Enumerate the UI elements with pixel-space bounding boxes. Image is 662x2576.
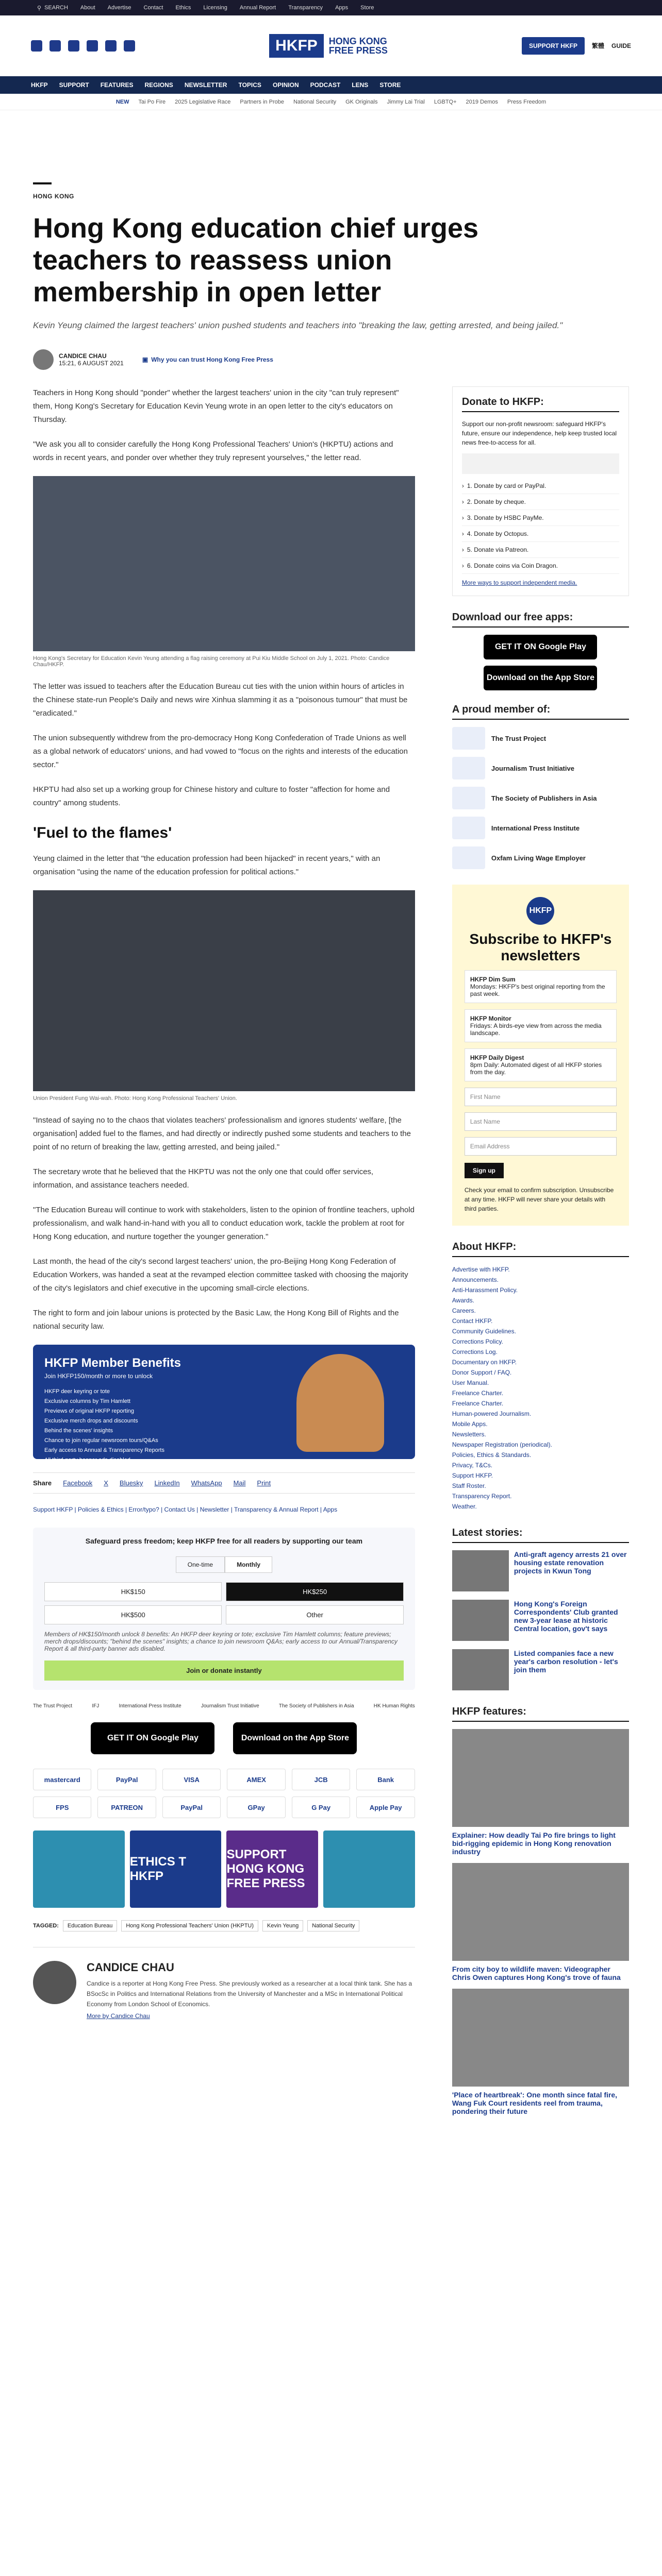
- kicker-accent: [33, 182, 52, 184]
- about-link[interactable]: Anti-Harassment Policy.: [452, 1286, 518, 1294]
- about-link[interactable]: Privacy, T&Cs.: [452, 1462, 493, 1469]
- member-logo[interactable]: International Press Institute: [452, 817, 629, 839]
- story-thumbnail: [452, 1550, 509, 1591]
- about-link[interactable]: Contact HKFP.: [452, 1317, 493, 1325]
- trust-icon: ▣: [142, 356, 148, 363]
- tag-list: TAGGED: Education Bureau Hong Kong Professional Teachers' Union (HKPTU) Kevin Yeung National Security: [33, 1920, 415, 1931]
- tag[interactable]: Kevin Yeung: [262, 1920, 303, 1931]
- one-time-tab[interactable]: One-time: [176, 1556, 225, 1573]
- latest-heading: Latest stories:: [452, 1527, 629, 1543]
- telegram-icon[interactable]: [124, 40, 135, 52]
- donate-option[interactable]: › 3. Donate by HSBC PayMe.: [462, 510, 619, 526]
- payment-logo[interactable]: PATREON: [97, 1797, 156, 1818]
- sidebar-google-play[interactable]: GET IT ON Google Play: [484, 635, 597, 659]
- trending-link[interactable]: 2019 Demos: [466, 98, 498, 105]
- section-heading: 'Fuel to the flames': [33, 824, 172, 841]
- amount-option[interactable]: HK$250: [226, 1582, 403, 1601]
- feature-image: [452, 1989, 629, 2087]
- about-link[interactable]: Weather.: [452, 1503, 477, 1510]
- about-heading: About HKFP:: [452, 1241, 629, 1257]
- paragraph: Yeung claimed in the letter that "the education profession had been hijacked" in recent years," with an organisation "using the name of the education profession for political actions.": [33, 854, 380, 876]
- facebook-icon[interactable]: [31, 40, 42, 52]
- donate-text: Support our non-profit newsroom: safeguard HKFP's future, ensure our independence, help keep trusted local news free-to-access for all.: [461, 420, 617, 446]
- app-store-button[interactable]: Download on the App Store: [233, 1722, 357, 1754]
- topbar-link[interactable]: Store: [360, 5, 374, 11]
- about-list: [452, 1264, 629, 1512]
- member-heading: A proud member of:: [452, 704, 629, 720]
- first-name-field[interactable]: First Name: [465, 1088, 617, 1106]
- donate-option[interactable]: › 2. Donate by cheque.: [462, 494, 619, 510]
- nav-item[interactable]: SUPPORT: [59, 81, 89, 89]
- main-nav: [0, 76, 662, 94]
- nav-item[interactable]: FEATURES: [100, 81, 134, 89]
- benefit-item: All third-party banner ads disabled: [44, 1457, 130, 1463]
- topbar-link[interactable]: Annual Report: [239, 5, 276, 11]
- share-linkedin[interactable]: LinkedIn: [154, 1479, 180, 1487]
- about-link[interactable]: User Manual.: [452, 1379, 489, 1386]
- about-link[interactable]: Human-powered Journalism.: [452, 1410, 532, 1417]
- donation-widget: [33, 1528, 415, 1690]
- article-body: [33, 386, 415, 2115]
- share-x[interactable]: X: [104, 1479, 108, 1487]
- youtube-icon[interactable]: [87, 40, 98, 52]
- newsletter-option[interactable]: HKFP Daily Digest 8pm Daily: Automated digest of all HKFP stories from the day.: [465, 1048, 617, 1081]
- nav-item[interactable]: TOPICS: [238, 81, 261, 89]
- photo-caption: Hong Kong's Secretary for Education Kevin Yeung attending a flag raising ceremony at Pui Kiu Middle School on July 1, 2021. Photo: Candice Chau/HKFP.: [33, 655, 390, 668]
- paragraph: The union subsequently withdrew from the pro-democracy Hong Kong Confederation of Trade Unions as well as a global network of educators' unions, and had vowed to "focus on the rights and interests of the education sector.": [33, 734, 408, 769]
- member-benefits-banner[interactable]: [33, 1345, 415, 1463]
- search-icon: ⚲: [37, 5, 42, 11]
- share-whatsapp[interactable]: WhatsApp: [191, 1479, 222, 1487]
- article-photo[interactable]: [33, 476, 415, 651]
- more-by-author-link[interactable]: More by Candice Chau: [87, 2012, 150, 2020]
- nav-item[interactable]: OPINION: [272, 81, 299, 89]
- last-name-field[interactable]: Last Name: [465, 1112, 617, 1131]
- member-logo[interactable]: Journalism Trust Initiative: [452, 757, 629, 779]
- member-logo[interactable]: The Trust Project: [452, 727, 629, 750]
- trending-link[interactable]: Jimmy Lai Trial: [387, 98, 425, 105]
- about-link[interactable]: Announcements.: [452, 1276, 499, 1283]
- about-link[interactable]: Staff Roster.: [452, 1482, 486, 1489]
- category-kicker[interactable]: HONG KONG: [33, 193, 74, 200]
- chevron-right-icon: ›: [461, 514, 464, 521]
- share-mail[interactable]: Mail: [233, 1479, 246, 1487]
- topbar-link[interactable]: Ethics: [175, 5, 191, 11]
- card-logos-image: [462, 453, 619, 474]
- sidebar-app-store[interactable]: Download on the App Store: [484, 666, 597, 690]
- article: [0, 182, 662, 2115]
- paragraph: Teachers in Hong Kong should "ponder" whether the largest teachers' union in the city "can truly represent" them, Hong Kong's Secretary for Education Kevin Yeung wrote in an open letter to the city's educators on Thursday.: [33, 388, 399, 424]
- perk-text: Members of HK$150/month unlock 8 benefits: An HKFP deer keyring or tote; exclusive Tim Hamlett columns; feature previews; merch drops/discounts; "behind the scenes" insights; a chance to join newsroom Q&As; early access to our Annual/Transparency Report & all third-party banner ads disabled.: [44, 1631, 398, 1652]
- benefit-item: Chance to join regular newsroom tours/Q&As: [44, 1437, 158, 1444]
- nav-item[interactable]: REGIONS: [144, 81, 173, 89]
- trending-link[interactable]: GK Originals: [345, 98, 378, 105]
- article-title: Hong Kong education chief urges teachers to reassess union membership in open letter: [33, 213, 479, 308]
- about-link[interactable]: Careers.: [452, 1307, 476, 1314]
- paragraph: The right to form and join labour unions is protected by the Basic Law, the Hong Kong Bill of Rights and the national security law.: [33, 1309, 399, 1331]
- payment-methods: [33, 1769, 415, 1818]
- search-button[interactable]: ⚲ SEARCH: [37, 5, 68, 11]
- payment-logo[interactable]: GPay: [227, 1797, 285, 1818]
- member-logo[interactable]: The Society of Publishers in Asia: [452, 787, 629, 809]
- tag[interactable]: National Security: [307, 1920, 359, 1931]
- payment-logo[interactable]: FPS: [33, 1797, 91, 1818]
- paragraph: HKPTU had also set up a working group for Chinese history and culture to foster "affection for home and country" among students.: [33, 785, 390, 807]
- author-name[interactable]: CANDICE CHAU: [59, 352, 107, 360]
- donation-heading: Safeguard press freedom; keep HKFP free for all readers by supporting our team: [85, 1537, 363, 1545]
- latest-story[interactable]: Anti-graft agency arrests 21 over housing estate renovation projects in Kwun Tong: [452, 1550, 629, 1591]
- story-thumbnail: [452, 1649, 509, 1690]
- monthly-tab[interactable]: Monthly: [225, 1556, 272, 1573]
- story-thumbnail: [452, 1600, 509, 1641]
- tag[interactable]: Education Bureau: [63, 1920, 117, 1931]
- about-link[interactable]: Corrections Policy.: [452, 1338, 503, 1345]
- share-bar: Share Facebook X Bluesky LinkedIn WhatsApp Mail Print: [33, 1472, 415, 1494]
- payment-logo[interactable]: Bank: [356, 1769, 415, 1790]
- byline: [33, 349, 629, 370]
- partner-logo[interactable]: IFJ: [92, 1703, 100, 1709]
- topbar-link[interactable]: Apps: [335, 5, 349, 11]
- footer-links[interactable]: Support HKFP | Policies & Ethics | Error/typo? | Contact Us | Newsletter | Transparency & Annual Report | Apps: [33, 1506, 338, 1513]
- apps-heading: Download our free apps:: [452, 612, 629, 628]
- benefit-item: Behind the scenes' insights: [44, 1428, 113, 1434]
- about-link[interactable]: Newspaper Registration (periodical).: [452, 1441, 552, 1448]
- chevron-right-icon: ›: [461, 546, 464, 553]
- payment-logo[interactable]: mastercard: [33, 1769, 91, 1790]
- about-link[interactable]: Transparency Report.: [452, 1493, 512, 1500]
- payment-logo[interactable]: G Pay: [292, 1797, 350, 1818]
- feature-image: [452, 1729, 629, 1827]
- about-link[interactable]: Mobile Apps.: [452, 1420, 488, 1428]
- social-icons: [31, 40, 135, 52]
- about-link[interactable]: Support HKFP.: [452, 1472, 493, 1479]
- donate-option[interactable]: › 1. Donate by card or PayPal.: [462, 478, 619, 494]
- payment-logo[interactable]: PayPal: [162, 1797, 221, 1818]
- promo-banners: [33, 1831, 415, 1908]
- benefit-item: Previews of original HKFP reporting: [44, 1408, 135, 1414]
- partner-logo[interactable]: International Press Institute: [119, 1703, 181, 1709]
- author-box-name[interactable]: CANDICE CHAU: [87, 1961, 174, 1974]
- benefits-sub: Join HKFP150/month or more to unlock: [44, 1372, 153, 1380]
- newsletter-confirm: Check your email to confirm subscription. Unsubscribe at any time. HKFP will never share your details with third parties.: [464, 1187, 614, 1212]
- promo-banner[interactable]: [33, 1831, 125, 1908]
- trending-link[interactable]: Partners in Probe: [240, 98, 284, 105]
- guide-link[interactable]: GUIDE: [611, 42, 631, 49]
- publish-date: 15:21, 6 AUGUST 2021: [59, 360, 124, 367]
- trending-link[interactable]: Press Freedom: [507, 98, 547, 105]
- trending-link[interactable]: 2025 Legislative Race: [175, 98, 231, 105]
- article-lede: Kevin Yeung claimed the largest teachers' union pushed students and teachers into "breaking the law, getting arrested, and being jailed.": [33, 320, 563, 330]
- benefit-item: Exclusive merch drops and discounts: [44, 1418, 138, 1424]
- topbar-link[interactable]: Transparency: [288, 5, 323, 11]
- trending-link[interactable]: Tai Po Fire: [138, 98, 166, 105]
- payment-logo[interactable]: JCB: [292, 1769, 350, 1790]
- payment-logo[interactable]: AMEX: [227, 1769, 285, 1790]
- frequency-toggle: [44, 1556, 404, 1573]
- about-link[interactable]: Corrections Log.: [452, 1348, 498, 1355]
- payment-logo[interactable]: Apple Pay: [356, 1797, 415, 1818]
- language-toggle[interactable]: 繁體: [591, 42, 604, 49]
- topbar-link[interactable]: About: [80, 5, 95, 11]
- chevron-right-icon: ›: [461, 562, 464, 569]
- signup-button[interactable]: Sign up: [465, 1163, 504, 1178]
- app-store-buttons: [33, 1722, 415, 1754]
- avatar[interactable]: [33, 349, 54, 370]
- about-link[interactable]: Donor Support / FAQ.: [452, 1369, 512, 1376]
- amount-grid: [44, 1582, 404, 1624]
- partner-logo[interactable]: HK Human Rights: [373, 1703, 415, 1709]
- hkfp-badge: HKFP: [526, 897, 554, 925]
- paragraph: The secretary wrote that he believed that the HKPTU was not the only one that could offer services, information, and assistance teachers needed.: [33, 1167, 374, 1190]
- member-icon: [452, 727, 485, 750]
- trending-link[interactable]: National Security: [293, 98, 337, 105]
- features-heading: HKFP features:: [452, 1706, 629, 1722]
- amount-option[interactable]: HK$500: [44, 1605, 222, 1624]
- x-icon[interactable]: [49, 40, 61, 52]
- nav-item[interactable]: HKFP: [31, 81, 48, 89]
- about-link[interactable]: Policies, Ethics & Standards.: [452, 1451, 532, 1459]
- sidebar: [452, 386, 629, 2115]
- join-button[interactable]: Join or donate instantly: [44, 1660, 404, 1681]
- newsletter-box: [452, 885, 629, 1226]
- paragraph: The letter was issued to teachers after the Education Bureau cut ties with the union within hours of articles in the Chinese state-run People's Daily and news wire Xinhua slamming it as a "poisonous tumour" that must be "eradicated.": [33, 682, 408, 718]
- about-link[interactable]: Documentary on HKFP.: [452, 1359, 517, 1366]
- payment-logo[interactable]: VISA: [162, 1769, 221, 1790]
- promo-banner[interactable]: [323, 1831, 415, 1908]
- about-link[interactable]: Awards.: [452, 1297, 474, 1304]
- trending-bar: [0, 94, 662, 110]
- benefits-title: HKFP Member Benefits: [44, 1356, 181, 1370]
- donate-heading: Donate to HKFP:: [462, 396, 619, 412]
- donate-option[interactable]: › 5. Donate via Patreon.: [462, 542, 619, 558]
- deer-mascot-image: [296, 1354, 384, 1452]
- amount-option[interactable]: HK$150: [44, 1582, 222, 1601]
- donate-option[interactable]: › 4. Donate by Octopus.: [462, 526, 619, 542]
- paragraph: "Instead of saying no to the chaos that violates teachers' professionalism and ignores students' welfare, [the organisation] added fuel to the flames, and had directly or indirectly pushed some students and teachers to the point of no return of breaking the law, getting arrested, and being jailed.": [33, 1116, 411, 1151]
- amount-option[interactable]: Other: [226, 1605, 403, 1624]
- newsletter-option[interactable]: HKFP Dim Sum Mondays: HKFP's best original reporting from the past week.: [465, 970, 617, 1003]
- instagram-icon[interactable]: [68, 40, 79, 52]
- latest-story[interactable]: Listed companies face a new year's carbon resolution - let's join them: [452, 1649, 629, 1690]
- author-box: [33, 1947, 415, 2020]
- topbar-link[interactable]: Contact: [143, 5, 163, 11]
- partner-logo[interactable]: The Society of Publishers in Asia: [278, 1703, 354, 1709]
- linkedin-icon[interactable]: [105, 40, 117, 52]
- support-button[interactable]: SUPPORT HKFP: [522, 37, 585, 55]
- new-badge: NEW: [115, 98, 129, 105]
- payment-logo[interactable]: PayPal: [97, 1769, 156, 1790]
- feature-story[interactable]: 'Place of heartbreak': One month since fatal fire, Wang Fuk Court residents reel from trauma, pondering their future: [452, 1989, 629, 2115]
- member-logo[interactable]: Oxfam Living Wage Employer: [452, 846, 629, 869]
- partner-logos: [33, 1703, 415, 1709]
- chevron-right-icon: ›: [461, 530, 464, 537]
- feature-image: [452, 1863, 629, 1961]
- newsletter-option[interactable]: HKFP Monitor Fridays: A birds-eye view from across the media landscape.: [465, 1009, 617, 1042]
- author-bio: Candice is a reporter at Hong Kong Free Press. She previously worked as a researcher at a local think tank. She has a BSocSc in Politics and International Relations from the University of Manchester and a MSc in International Political Economy from London School of Economics.: [87, 1980, 412, 2008]
- feature-story[interactable]: Explainer: How deadly Tai Po fire brings to light bid-rigging epidemic in Hong Kong renovation industry: [452, 1729, 629, 1856]
- trending-link[interactable]: LGBTQ+: [434, 98, 457, 105]
- benefit-item: Exclusive columns by Tim Hamlett: [44, 1398, 130, 1404]
- nav-item[interactable]: NEWSLETTER: [184, 81, 227, 89]
- top-bar: [0, 0, 662, 15]
- share-bluesky[interactable]: Bluesky: [119, 1479, 143, 1487]
- donate-option[interactable]: › 6. Donate coins via Coin Dragon.: [462, 558, 619, 574]
- benefit-item: HKFP deer keyring or tote: [44, 1388, 110, 1395]
- about-link[interactable]: Freelance Charter.: [452, 1389, 504, 1397]
- main-header: [0, 15, 662, 76]
- latest-story[interactable]: Hong Kong's Foreign Correspondents' Club granted new 3-year lease at historic Central location, gov't says: [452, 1600, 629, 1641]
- member-icon: [452, 757, 485, 779]
- feature-story[interactable]: From city boy to wildlife maven: Videographer Chris Owen captures Hong Kong's trove of fauna: [452, 1863, 629, 1981]
- benefit-item: Early access to Annual & Transparency Reports: [44, 1447, 164, 1453]
- topbar-link[interactable]: Licensing: [203, 5, 227, 11]
- more-ways-link[interactable]: More ways to support independent media.: [461, 579, 577, 586]
- article-photo[interactable]: [33, 890, 415, 1091]
- about-link[interactable]: Freelance Charter.: [452, 1400, 504, 1407]
- email-field[interactable]: Email Address: [465, 1137, 617, 1156]
- member-icon: [452, 817, 485, 839]
- google-play-button[interactable]: GET IT ON Google Play: [91, 1722, 214, 1754]
- about-link[interactable]: Community Guidelines.: [452, 1328, 516, 1335]
- donate-box: [452, 386, 629, 596]
- newsletter-heading: Subscribe to HKFP's newsletters: [469, 931, 612, 963]
- nav-item[interactable]: STORE: [379, 81, 401, 89]
- header-actions: [522, 37, 631, 55]
- photo-caption: Union President Fung Wai-wah. Photo: Hong Kong Professional Teachers' Union.: [33, 1095, 237, 1101]
- about-link[interactable]: Newsletters.: [452, 1431, 486, 1438]
- chevron-right-icon: ›: [461, 482, 464, 489]
- share-facebook[interactable]: Facebook: [63, 1479, 93, 1487]
- topbar-link[interactable]: Advertise: [107, 5, 131, 11]
- member-icon: [452, 846, 485, 869]
- paragraph: "The Education Bureau will continue to work with stakeholders, listen to the opinion of frontline teachers, uphold professionalism, and walk hand-in-hand with you all to conduct education work, tackle the problem at root for Hong Kong education, and nurture together the younger generation.": [33, 1206, 415, 1241]
- trust-link[interactable]: ▣ Why you can trust Hong Kong Free Press: [142, 356, 273, 363]
- tag[interactable]: Hong Kong Professional Teachers' Union (HKPTU): [121, 1920, 258, 1931]
- chevron-right-icon: ›: [461, 498, 464, 505]
- site-logo[interactable]: HKFP HONG KONG FREE PRESS: [269, 34, 388, 58]
- nav-item[interactable]: LENS: [352, 81, 369, 89]
- partner-logo[interactable]: Journalism Trust Initiative: [201, 1703, 259, 1709]
- about-link[interactable]: Advertise with HKFP.: [452, 1266, 510, 1273]
- share-print[interactable]: Print: [257, 1479, 271, 1487]
- paragraph: "We ask you all to consider carefully the Hong Kong Professional Teachers' Union's (HKPTU) actions and words in recent years, and ponder over whether they truly represent yourselves," the letter read.: [33, 440, 393, 462]
- promo-banner[interactable]: SUPPORT HONG KONG FREE PRESS: [226, 1831, 318, 1908]
- author-avatar[interactable]: [33, 1961, 76, 2004]
- paragraph: Last month, the head of the city's second largest teachers' union, the pro-Beijing Hong Kong Federation of Education Workers, was handed a seat at the revamped election committee tasked with choosing the majority of the city's legislators and chief executive in the upcoming small-circle elections.: [33, 1257, 408, 1293]
- promo-banner[interactable]: ETHICS T HKFP: [130, 1831, 222, 1908]
- nav-item[interactable]: PODCAST: [310, 81, 341, 89]
- member-icon: [452, 787, 485, 809]
- partner-logo[interactable]: The Trust Project: [33, 1703, 73, 1709]
